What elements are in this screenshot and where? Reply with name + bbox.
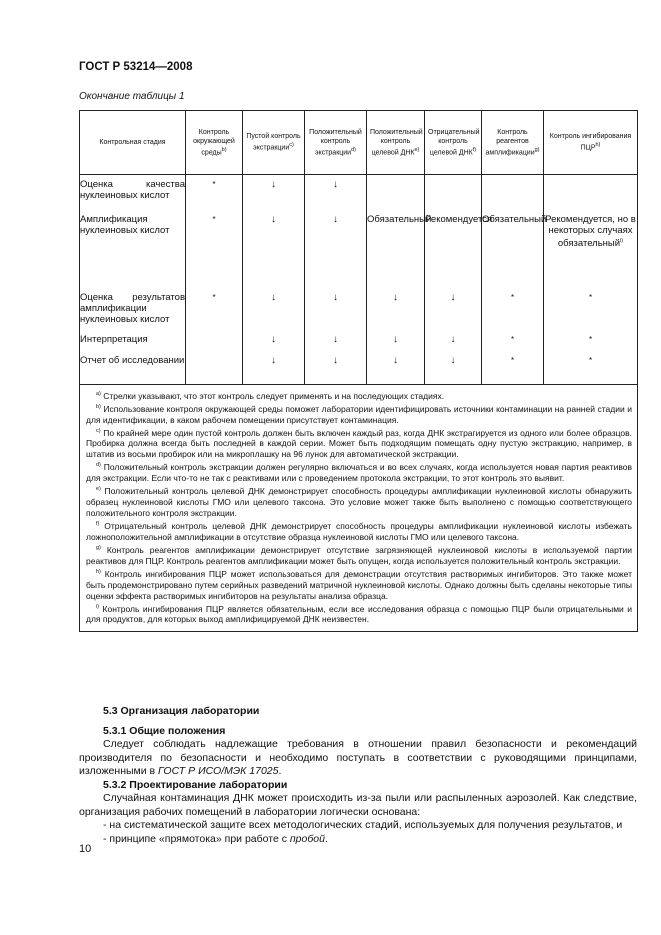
arrow-down-icon: ↓: [243, 292, 305, 334]
arrow-down-icon: ↓: [305, 292, 367, 334]
section-heading-5-3: 5.3 Организация лаборатории: [103, 705, 260, 717]
column-header: Контроль ингибирования ПЦР$^{h)}$: [544, 111, 638, 175]
column-header: Пустой контроль экстракции$^{c)}$: [243, 111, 305, 175]
paragraph-general: Следует соблюдать надлежащие требования в отношении правил безопасности и рекомендаций производителя по безопасности и необходимо поступать в соответствии с руководящими принципами, изложенными в ГОСТ Р ИСО/МЭК 17025.: [79, 738, 637, 777]
stage-cell: Амплификация нуклеиновых кислот: [80, 212, 186, 292]
arrow-down-icon: ↓: [425, 292, 482, 334]
arrow-down-icon: ↓: [305, 212, 367, 292]
footnote: $^{d)}$ Положительный контроль экстракции должен регулярно включаться и во всех случаях, когда используется новая партия реактивов для экстракции. Если что-то не так с реактивами или с проведением протокола экстракции, то этот контроль это выявит.: [86, 462, 632, 484]
footnote: $^{c)}$ По крайней мере один пустой контроль должен быть включен каждый раз, когда ДНК экстрагируется из одного или более образцов. Пробирка должна всегда быть последней в каждой серии. Может быть подходящим помещать одну пустую экстракцию, например, в штатив из восьми пробирок или на микроплашку на 96 лунок для автоматической экстракции.: [86, 427, 632, 460]
stage-cell: Отчет об исследовании: [80, 355, 186, 385]
footnote: $^{b)}$ Использование контроля окружающей среды поможет лаборатории идентифицировать источники контаминации на ранней стадии и для идентификации, в каком рабочем помещении присутствует контаминация.: [86, 403, 632, 425]
table-row: [80, 292, 638, 334]
asterisk-mark: *: [544, 334, 638, 355]
asterisk-mark: *: [544, 355, 638, 385]
arrow-down-icon: ↓: [243, 212, 305, 292]
section-heading-5-3-1: 5.3.1 Общие положения: [103, 724, 226, 737]
stage-cell: Интерпретация: [80, 334, 186, 355]
asterisk-mark: *: [186, 175, 243, 213]
page-number: 10: [79, 843, 92, 855]
section-heading-5-3-2: 5.3.2 Проектирование лаборатории: [103, 778, 288, 791]
table-row: [80, 175, 638, 213]
footnote: $^{i)}$ Контроль ингибирования ПЦР является обязательным, если все исследования образца с помощью ПЦР были отрицательными и для продуктов, для которых выход амплифицируемой ДНК неизвестен.: [86, 603, 632, 625]
arrow-down-icon: ↓: [243, 334, 305, 355]
arrow-down-icon: ↓: [305, 355, 367, 385]
footnote: $^{e)}$ Положительный контроль целевой ДНК демонстрирует способность процедуры амплификации нуклеиновой кислоты обнаружить образец нуклеиновой кислоты ГМО или целевого таксона. Это условие может также быть выполнено с помощью соответствующего положительного контроля экстракции.: [86, 486, 632, 519]
table-cell: [482, 175, 544, 213]
table-cell: [425, 175, 482, 213]
stage-cell: Оценка качества нуклеиновых кислот: [80, 175, 186, 213]
controls-table: [79, 110, 638, 632]
paragraph-design: Случайная контаминация ДНК может происходить из-за пыли или распыленных аэрозолей. Как следствие, организация рабочих помещений в лаборатории логически основана:: [79, 792, 637, 818]
arrow-down-icon: ↓: [367, 292, 425, 334]
arrow-down-icon: ↓: [425, 334, 482, 355]
bullet-item: - принципе «прямотока» при работе с пробой.: [103, 832, 328, 845]
column-header: Контроль реагентов амплификации$^{g)}$: [482, 111, 544, 175]
arrow-down-icon: ↓: [367, 334, 425, 355]
table-cell: Обязательный: [482, 212, 544, 292]
table-cell: [186, 355, 243, 385]
footnotes-row: [80, 385, 638, 632]
document-header: ГОСТ Р 53214—2008: [79, 61, 193, 73]
bullet-item: - на систематической защите всех методологических стадий, используемых для получения результатов, и: [103, 819, 623, 831]
column-header: Отрицательный контроль целевой ДНК$^{f)}$: [425, 111, 482, 175]
table-row: [80, 212, 638, 292]
table-row: [80, 334, 638, 355]
column-header: Контроль окружающей среды$^{b)}$: [186, 111, 243, 175]
footnote: $^{f)}$ Отрицательный контроль целевой ДНК демонстрирует способность процедуры амплификации нуклеиновой кислоты избежать ложноположительной амплификации в отсутствие образца нуклеиновой кислоты ГМО или целевого таксона.: [86, 520, 632, 542]
asterisk-mark: *: [544, 292, 638, 334]
stage-cell: Оценка результатов амплификации нуклеиновых кислот: [80, 292, 186, 334]
table-cell: Обязательный: [367, 212, 425, 292]
asterisk-mark: *: [482, 334, 544, 355]
table-cell: [544, 175, 638, 213]
footnote: $^{h)}$ Контроль ингибирования ПЦР может использоваться для демонстрации отсутствия растворимых ингибиторов. Это также может быть продемонстрировано путем серийных разведений матричной нуклеиновой кислоты. Однако должны быть сделаны некоторые типы оценки эффекта растворимых ингибиторов на результаты анализа образца.: [86, 568, 632, 601]
arrow-down-icon: ↓: [305, 334, 367, 355]
table-row: [80, 355, 638, 385]
table-footnotes: [80, 385, 638, 632]
arrow-down-icon: ↓: [305, 175, 367, 213]
column-header: Положительный контроль целевой ДНК$^{e)}$: [367, 111, 425, 175]
asterisk-mark: *: [482, 355, 544, 385]
footnote: $^{g)}$ Контроль реагентов амплификации демонстрирует отсутствие загрязняющей нуклеиновой кислоты в используемой партии реактивов для ПЦР. Контроль реагентов амплификации может быть опущен, когда используется положительный контроль экстракции.: [86, 544, 632, 566]
table-caption: Окончание таблицы 1: [79, 91, 185, 102]
table-cell: [367, 175, 425, 213]
table-header-row: [80, 111, 638, 175]
arrow-down-icon: ↓: [425, 355, 482, 385]
table-cell: Рекомендуется: [425, 212, 482, 292]
arrow-down-icon: ↓: [243, 175, 305, 213]
asterisk-mark: *: [482, 292, 544, 334]
arrow-down-icon: ↓: [243, 355, 305, 385]
asterisk-mark: *: [186, 212, 243, 292]
table-cell: Рекомендуется, но в некоторых случаях обязательный$^{i)}$: [544, 212, 638, 292]
column-header: Контрольная стадия: [80, 111, 186, 175]
body-text: [79, 705, 637, 846]
asterisk-mark: *: [186, 292, 243, 334]
column-header: Положительный контроль экстракции$^{d)}$: [305, 111, 367, 175]
standard-reference: ГОСТ Р ИСО/МЭК 17025: [158, 765, 279, 777]
arrow-down-icon: ↓: [367, 355, 425, 385]
footnote: $^{a)}$ Стрелки указывают, что этот контроль следует применять и на последующих стадиях.: [96, 390, 445, 401]
table-cell: [186, 334, 243, 355]
